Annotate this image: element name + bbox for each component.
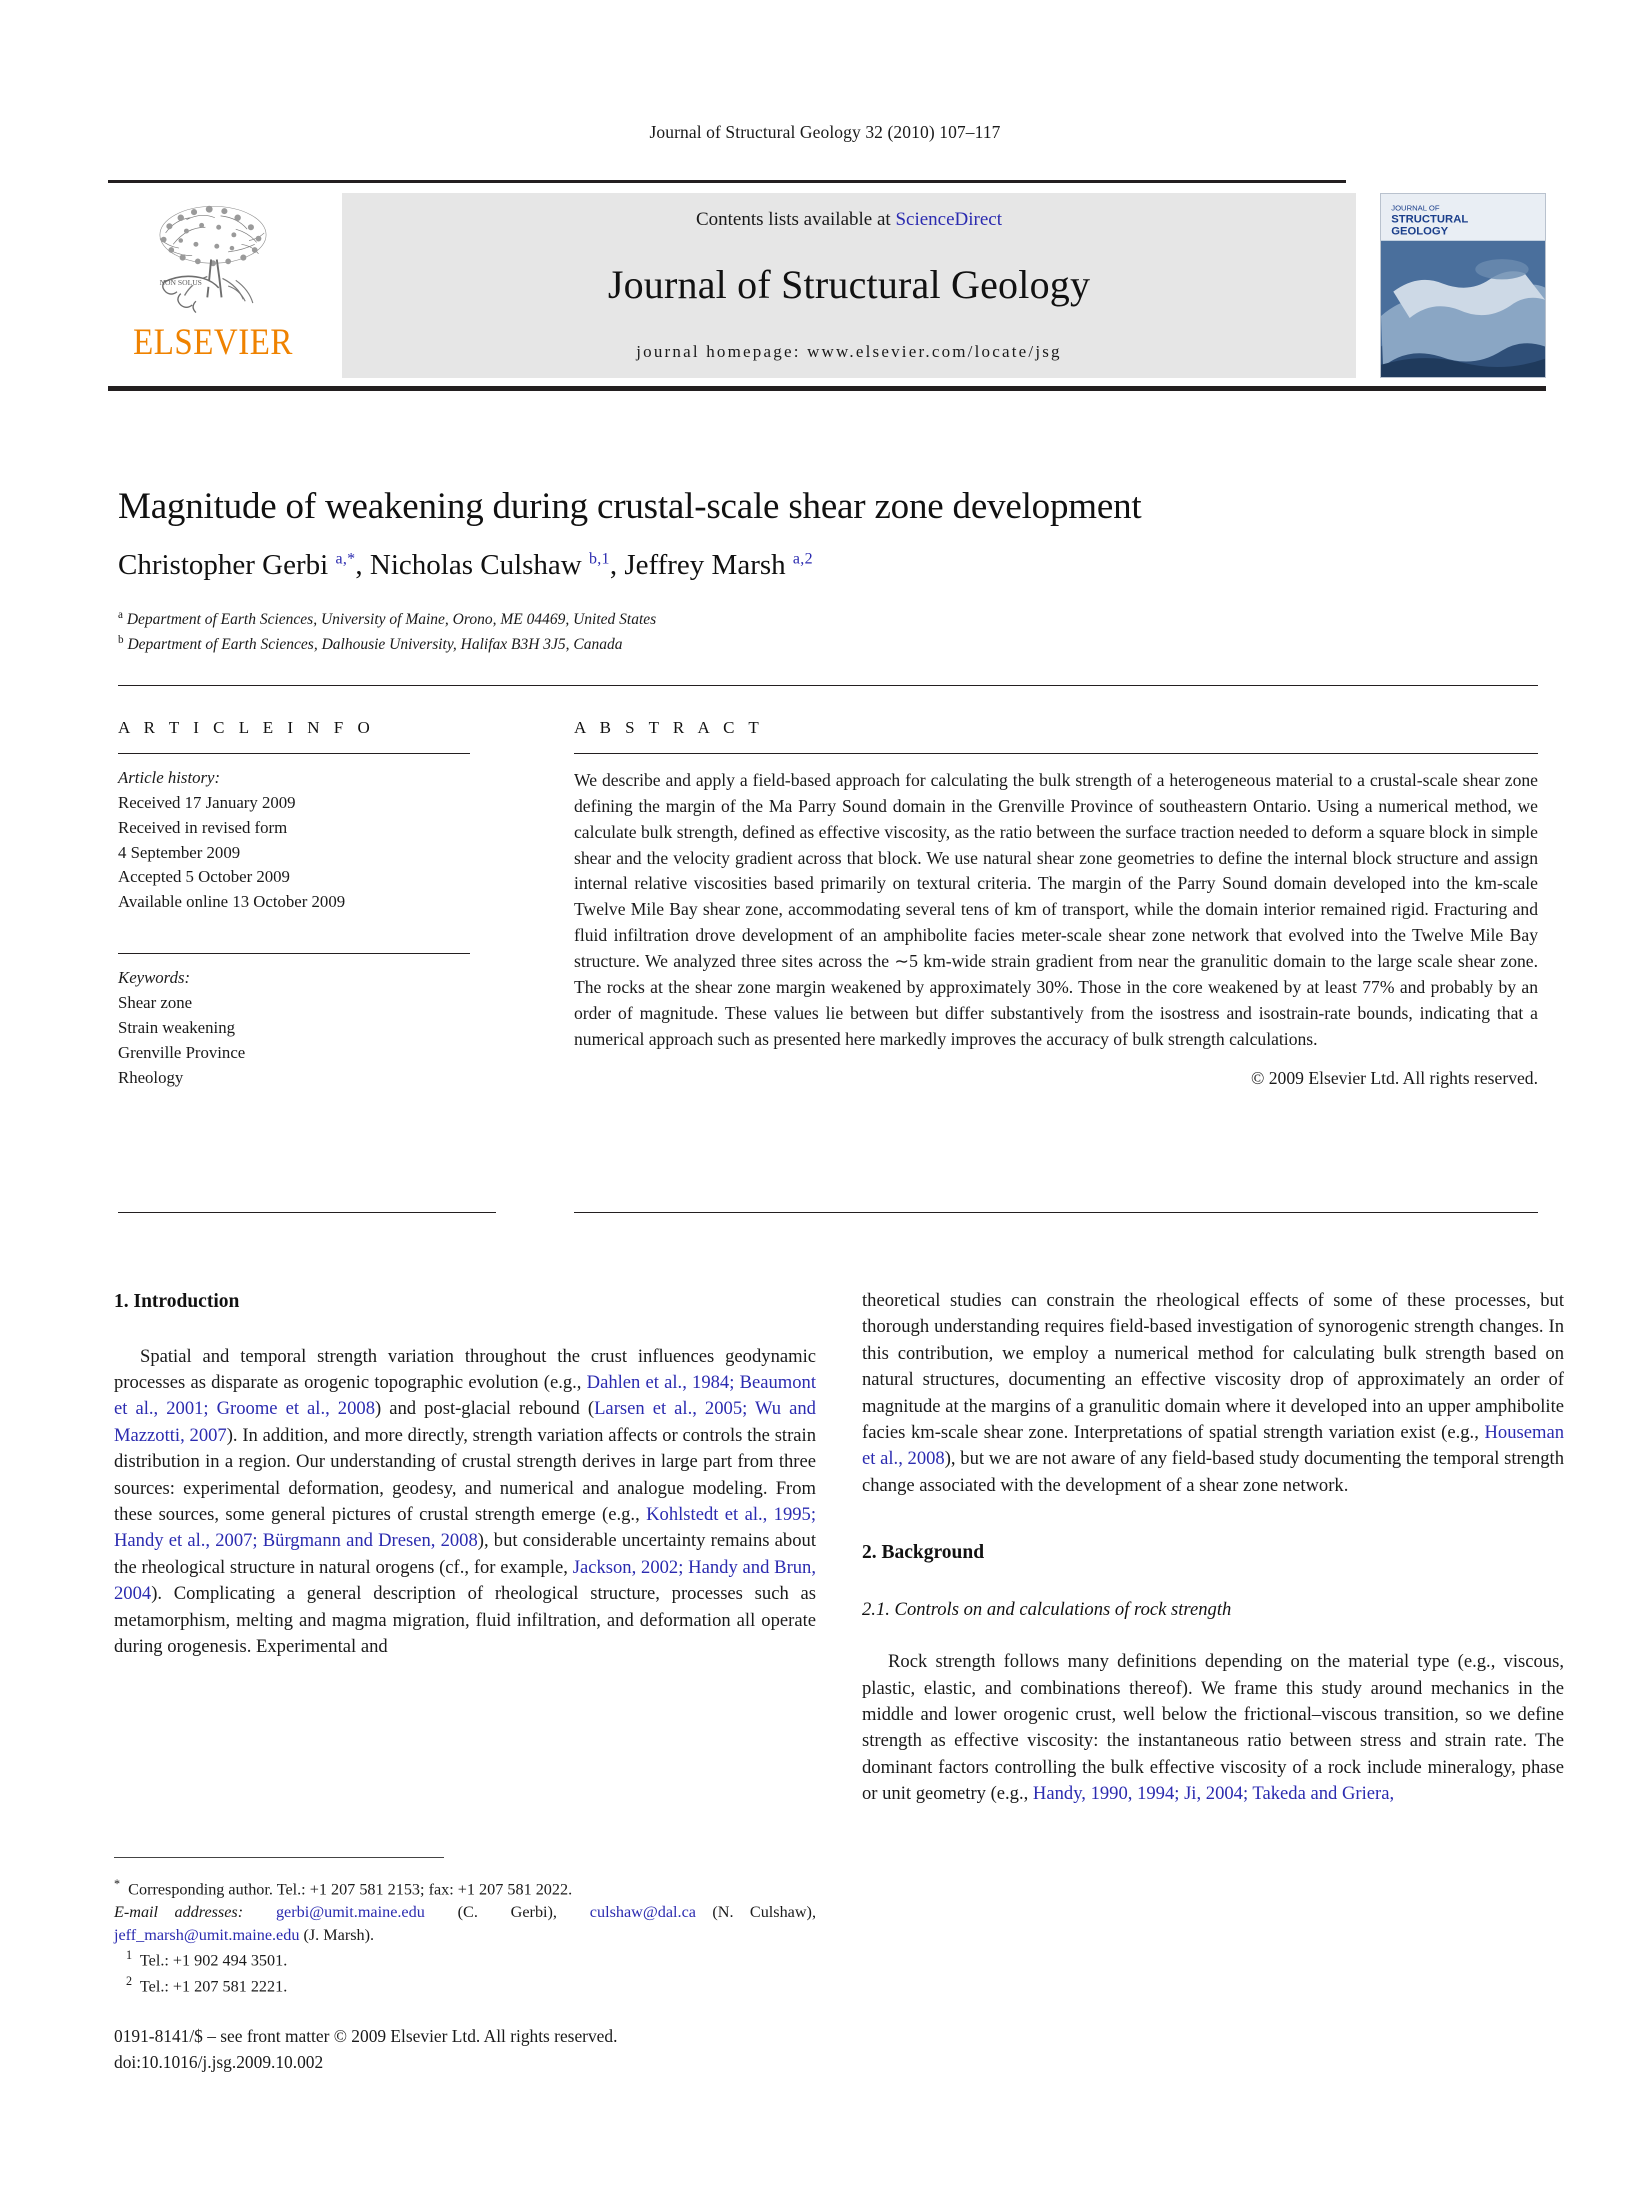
cover-title-line3: GEOLOGY — [1391, 225, 1449, 238]
elsevier-wordmark: ELSEVIER — [133, 322, 293, 364]
body-column-right — [862, 1288, 1564, 1808]
section-heading-background: 2. Background — [862, 1542, 985, 1564]
keywords-label: Keywords: — [118, 968, 191, 988]
masthead-bottom-rule — [108, 386, 1546, 391]
elsevier-tree-icon — [137, 195, 289, 323]
body-column-left — [114, 1288, 816, 1660]
history-item: Accepted 5 October 2009 — [118, 867, 290, 887]
abstract-rule — [574, 753, 1538, 754]
keywords-block — [118, 966, 496, 1090]
keyword-item: Shear zone — [118, 993, 193, 1013]
sciencedirect-link[interactable]: ScienceDirect — [895, 209, 1003, 230]
article-info-label: A R T I C L E I N F O — [118, 718, 375, 737]
history-item: Available online 13 October 2009 — [118, 892, 346, 912]
cover-artwork-icon — [1381, 194, 1545, 377]
intro-paragraph-part2: theoretical studies can constrain the rheological effects of some of these processes, but thorough understanding requires field-based investigation of synorogenic strength changes. In this contribution, we employ a numerical method for calculating bulk strength based on natural structures, documenting an effective viscosity drop of approximately an order of magnitude at the margins of a granulitic domain where it developed into an upper amphibolite facies km-scale shear zone. Interpretations of spatial strength variation exist (e.g., Houseman et al., 2008), but we are not aware of any field-based study documenting the temporal strength change associated with the development of a shear zone network. — [862, 1290, 1564, 1496]
running-head: Journal of Structural Geology 32 (2010) 107–117 — [649, 122, 1001, 142]
elsevier-logo — [108, 193, 318, 378]
journal-masthead — [108, 180, 1546, 391]
keyword-item: Strain weakening — [118, 1017, 235, 1037]
history-item: Received in revised form — [118, 817, 288, 837]
footnote-2: $^2$ Tel.: +1 207 581 2221. — [126, 1973, 288, 1996]
cover-title-line1: JOURNAL OF — [1391, 203, 1440, 213]
article-history-label: Article history: — [118, 768, 221, 787]
affiliation-b: $^b$ Department of Earth Sciences, Dalhousie University, Halifax B3H 3J5, Canada — [118, 633, 623, 653]
subsection-heading-controls: 2.1. Controls on and calculations of rock strength — [862, 1598, 1232, 1620]
journal-title-band — [342, 193, 1356, 378]
journal-cover-thumbnail — [1380, 193, 1546, 378]
info-abstract-top-rule — [118, 685, 1538, 686]
journal-name: Journal of Structural Geology — [607, 261, 1091, 307]
footnotes-block — [114, 1876, 816, 1998]
abstract-column — [574, 718, 1538, 1089]
issn-copyright-line: 0191-8141/$ – see front matter © 2009 Elsevier Ltd. All rights reserved. — [114, 2026, 618, 2046]
article-info-rule — [118, 753, 470, 754]
history-item: Received 17 January 2009 — [118, 792, 296, 812]
info-bottom-rule — [118, 1212, 496, 1213]
front-matter-block — [114, 2023, 1014, 2075]
cover-title-line2: STRUCTURAL — [1391, 213, 1469, 226]
journal-homepage-link[interactable]: journal homepage: www.elsevier.com/locate/jsg — [636, 342, 1062, 361]
affiliations — [118, 607, 1538, 656]
footnote-email-addresses: E-mail addresses: gerbi@umit.maine.edu (C. Gerbi), culshaw@dal.ca (N. Culshaw), jeff_marsh@umit.maine.edu (J. Marsh). — [114, 1903, 816, 1945]
background-paragraph-1: Rock strength follows many definitions depending on the material type (e.g., viscous, plastic, elastic, and combinations thereof). We frame this study around mechanics in the middle and lower orogenic crust, well below the frictional–viscous transition, so we define strength as effective viscosity: the instantaneous ratio between stress and strain rate. The dominant factors controlling the bulk effective viscosity of a rock include mineralogy, phase or unit geometry (e.g., Handy, 1990, 1994; Ji, 2004; Takeda and Griera, — [862, 1651, 1564, 1805]
footnote-separator-rule — [114, 1857, 444, 1858]
contents-prefix-text: Contents lists available at — [695, 209, 896, 230]
section-heading-introduction: 1. Introduction — [114, 1291, 240, 1312]
keywords-rule — [118, 953, 470, 954]
author-list: Christopher Gerbi $^{a,*}$, Nicholas Culshaw $^{b,1}$, Jeffrey Marsh $^{a,2}$ — [118, 549, 813, 581]
article-info-column — [118, 718, 496, 1090]
non-solus-motto: NON SOLUS — [159, 278, 202, 288]
page-title: Magnitude of weakening during crustal-scale shear zone development — [118, 486, 1142, 527]
footnote-corresponding-author: * Corresponding author. Tel.: +1 207 581 2153; fax: +1 207 581 2022. — [114, 1877, 573, 1899]
keyword-item: Rheology — [118, 1067, 184, 1087]
abstract-text: We describe and apply a field-based approach for calculating the bulk strength of a heterogeneous material to a crustal-scale shear zone defining the margin of the Ma Parry Sound domain in the Grenville Province of southeastern Ontario. Using a numerical method, we calculate bulk strength, defined as effective viscosity, as the ratio between the surface traction needed to deform a square block in simple shear and the velocity gradient across that block. We use natural shear zone geometries to define the internal block structure and assign internal relative viscosities based primarily on textural criteria. The margin of the Parry Sound domain developed into the km-scale Twelve Mile Bay shear zone, accommodating several tens of km of transport, while the domain interior remained rigid. Fracturing and fluid infiltration drove development of an amphibolite facies meter-scale shear zone network that evolved into the Twelve Mile Bay structure. We analyzed three sites across the ∼5 km-wide strain gradient from near the granulitic domain to the large scale shear zone. The rocks at the shear zone margin weakened by approximately 30%. Those in the core weakened by at least 77% and probably by an order of magnitude. These values lie between but differ substantively from the isostress and isostrain-rate bounds, indicating that a numerical approach such as presented here markedly improves the accuracy of bulk strength calculations. — [574, 770, 1538, 1049]
contents-available-line — [696, 209, 1002, 231]
history-item: 4 September 2009 — [118, 842, 241, 862]
masthead-top-rule — [108, 180, 1346, 183]
article-history — [118, 766, 496, 915]
abstract-label: A B S T R A C T — [574, 718, 764, 737]
doi-line: doi:10.1016/j.jsg.2009.10.002 — [114, 2052, 324, 2073]
intro-paragraph-part1: Spatial and temporal strength variation throughout the crust influences geodynamic processes as disparate as orogenic topographic evolution (e.g., Dahlen et al., 1984; Beaumont et al., 2001; Groome et al., 2008) and post-glacial rebound (Larsen et al., 2005; Wu and Mazzotti, 2007). In addition, and more directly, strength variation affects or controls the strain distribution in a region. Our understanding of crustal strength derives in large part from three sources: experimental deformation, geodesy, and numerical and analogue modeling. From these sources, some general pictures of crustal strength emerge (e.g., Kohlstedt et al., 1995; Handy et al., 2007; Bürgmann and Dresen, 2008), but considerable uncertainty remains about the rheological structure in natural orogens (cf., for example, Jackson, 2002; Handy and Brun, 2004). Complicating a general description of rheological structure, processes such as metamorphism, melting and magma migration, fluid infiltration, and deformation all operate during orogenesis. Experimental and — [114, 1345, 817, 1657]
affiliation-a: $^a$ Department of Earth Sciences, University of Maine, Orono, ME 04469, United States — [118, 609, 657, 629]
keyword-item: Grenville Province — [118, 1042, 246, 1062]
abstract-copyright: © 2009 Elsevier Ltd. All rights reserved. — [1251, 1068, 1538, 1089]
footnote-1: $^1$ Tel.: +1 902 494 3501. — [126, 1948, 288, 1970]
abstract-bottom-rule — [574, 1212, 1538, 1213]
